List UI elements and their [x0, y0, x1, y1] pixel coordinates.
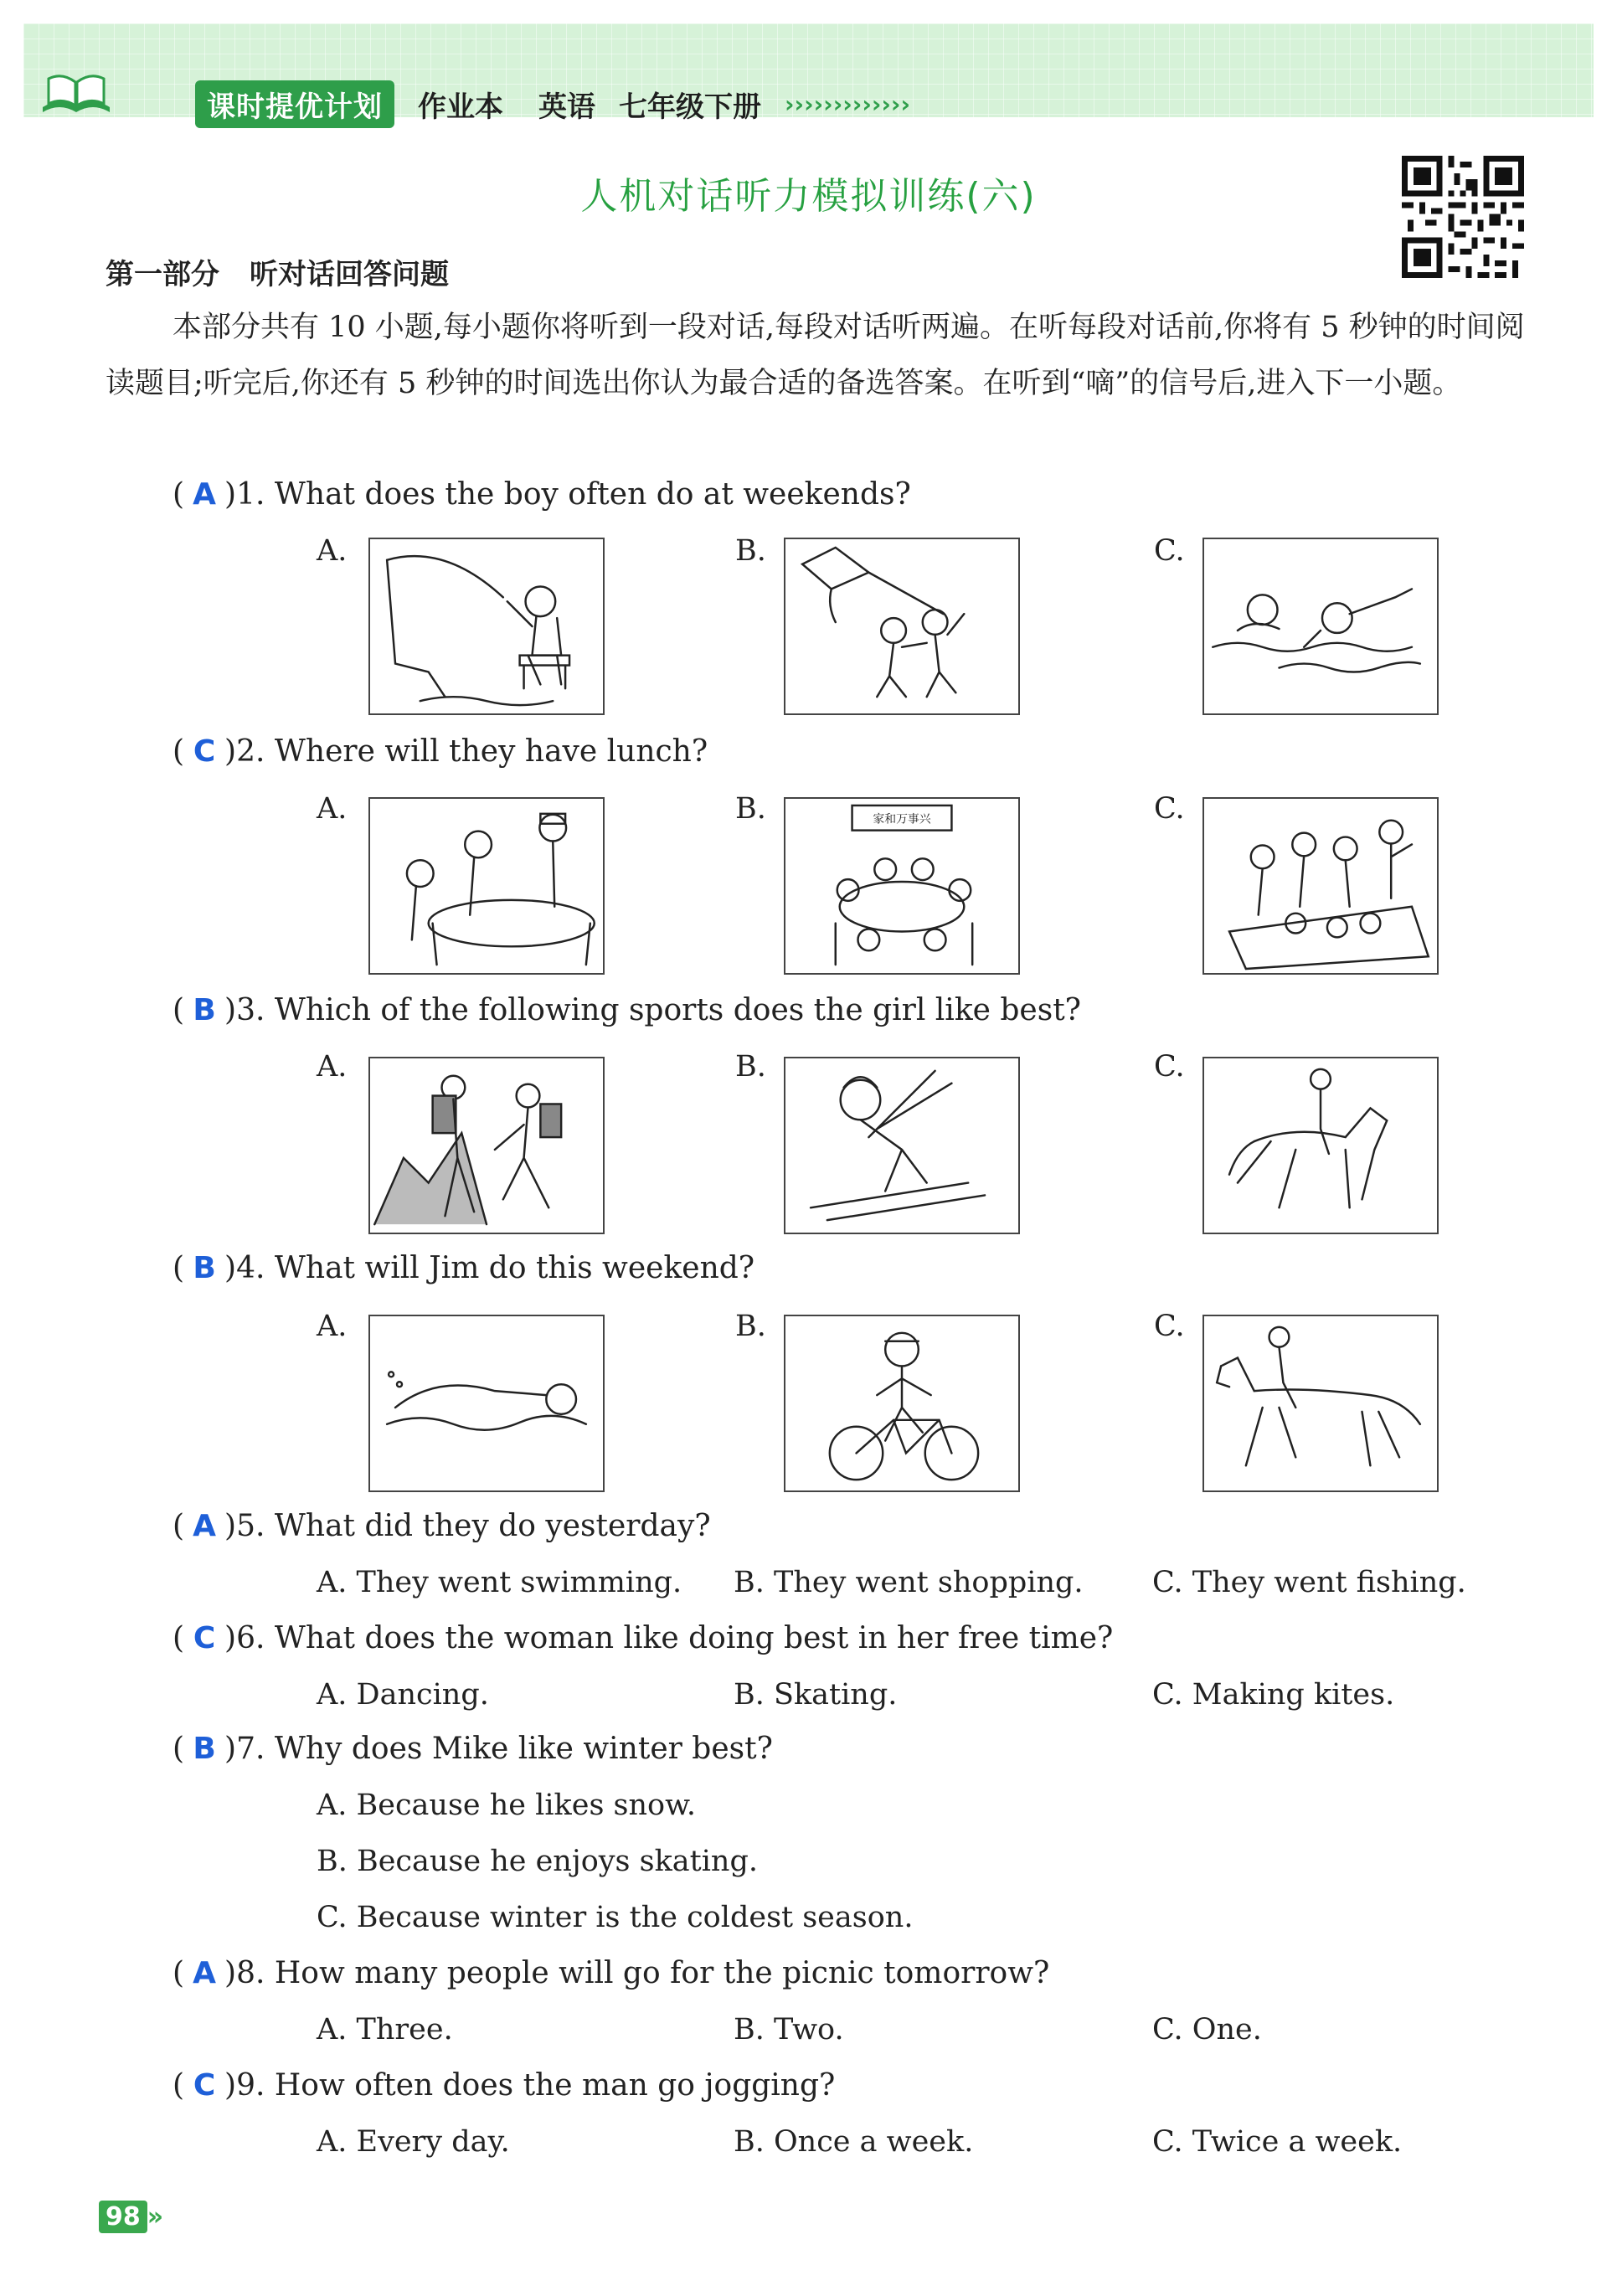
swimming-picture[interactable]: [368, 1315, 605, 1492]
option-b[interactable]: B. Because he enjoys skating.: [317, 1845, 758, 1878]
option-label: A.: [317, 1050, 348, 1084]
option-label: C.: [1154, 1310, 1185, 1343]
answer-mark: C: [193, 1621, 216, 1655]
option-label: B.: [735, 534, 766, 568]
brand-label: 课时提优计划: [195, 80, 394, 128]
option-label: A.: [317, 1310, 348, 1343]
option-b[interactable]: B. Two.: [734, 2013, 844, 2046]
question-8: ( A )8. How many people will go for the picnic tomorrow?: [173, 1956, 1050, 1990]
option-c[interactable]: C. Because winter is the coldest season.: [317, 1901, 914, 1934]
question-text: What will Jim do this weekend?: [274, 1251, 755, 1285]
option-a[interactable]: A. They went swimming.: [317, 1566, 682, 1599]
option-c[interactable]: C. One.: [1152, 2013, 1262, 2046]
question-text: Why does Mike like winter best?: [274, 1732, 773, 1766]
option-label: B.: [735, 792, 766, 826]
qr-code-icon[interactable]: [1402, 156, 1524, 278]
answer-mark: A: [193, 477, 216, 512]
instructions-paragraph: 本部分共有 10 小题,每小题你将听到一段对话,每段对话听两遍。在听每段对话前,你将有 5 秒钟的时间阅读题目;听完后,你还有 5 秒钟的时间选出你认为最合适的备选答案。在听到“嘀”的信号后,进入下一小题。: [106, 311, 1525, 400]
section-heading: [106, 251, 449, 292]
page-arrow-icon: »: [147, 2202, 164, 2232]
book-icon: [39, 67, 114, 117]
svg-text:家和万事兴: 家和万事兴: [873, 812, 931, 826]
option-label: B.: [735, 1310, 766, 1343]
question-text: Which of the following sports does the girl like best?: [274, 993, 1081, 1027]
header-row: [195, 79, 910, 129]
answer-mark: B: [193, 993, 216, 1027]
page-title: 人机对话听力模拟训练(六): [580, 175, 1037, 218]
page-number: [99, 2201, 163, 2233]
answer-mark: B: [193, 1251, 216, 1285]
section-part: 第一部分: [106, 258, 219, 291]
swimming-picture[interactable]: [1202, 538, 1439, 715]
answer-mark: A: [193, 1956, 216, 1990]
option-a[interactable]: A. Dancing.: [317, 1678, 489, 1712]
question-text: How often does the man go jogging?: [274, 2068, 836, 2103]
grade-label: 七年级下册: [619, 90, 761, 124]
question-text: How many people will go for the picnic tomorrow?: [274, 1956, 1050, 1990]
question-text: What does the woman like doing best in her free time?: [274, 1621, 1114, 1655]
kite-flying-picture[interactable]: [784, 538, 1020, 715]
question-7: ( B )7. Why does Mike like winter best?: [173, 1732, 773, 1766]
answer-mark: C: [193, 2068, 216, 2103]
question-text: What does the boy often do at weekends?: [274, 477, 911, 512]
answer-mark: C: [193, 734, 216, 769]
book-type: 作业本: [418, 90, 503, 124]
option-c[interactable]: C. Twice a week.: [1152, 2125, 1403, 2159]
fishing-picture[interactable]: [368, 538, 605, 715]
question-2: ( C )2. Where will they have lunch?: [173, 734, 708, 769]
answer-mark: A: [193, 1509, 216, 1543]
question-5: ( A )5. What did they do yesterday?: [173, 1509, 711, 1543]
page-number-label: 98: [99, 2201, 147, 2233]
question-9: ( C )9. How often does the man go jogging?: [173, 2068, 836, 2103]
family-dinner-picture[interactable]: [784, 797, 1020, 975]
picnic-picture[interactable]: [1202, 797, 1439, 975]
question-3: ( B )3. Which of the following sports does the girl like best?: [173, 993, 1081, 1027]
hiking-picture[interactable]: [368, 1057, 605, 1234]
option-label: C.: [1154, 792, 1185, 826]
option-c[interactable]: C. They went fishing.: [1152, 1566, 1466, 1599]
answer-mark: B: [193, 1732, 216, 1766]
option-a[interactable]: A. Three.: [317, 2013, 453, 2046]
question-1: ( A )1. What does the boy often do at weekends?: [173, 477, 911, 512]
option-a[interactable]: A. Because he likes snow.: [317, 1789, 697, 1822]
question-text: What did they do yesterday?: [274, 1509, 711, 1543]
option-label: B.: [735, 1050, 766, 1084]
option-label: A.: [317, 792, 348, 826]
question-6: ( C )6. What does the woman like doing best in her free time?: [173, 1621, 1114, 1655]
section-name: 听对话回答问题: [250, 258, 449, 291]
option-b[interactable]: B. Once a week.: [734, 2125, 974, 2159]
subject-label: 英语: [538, 90, 595, 124]
option-a[interactable]: A. Every day.: [317, 2125, 510, 2159]
skiing-picture[interactable]: [784, 1057, 1020, 1234]
option-label: C.: [1154, 534, 1185, 568]
horse-riding-picture[interactable]: [1202, 1057, 1439, 1234]
option-b[interactable]: B. They went shopping.: [734, 1566, 1084, 1599]
chevron-decoration: ›››››››››››››: [785, 90, 911, 118]
option-label: C.: [1154, 1050, 1185, 1084]
option-label: A.: [317, 534, 348, 568]
restaurant-picture[interactable]: [368, 797, 605, 975]
option-b[interactable]: B. Skating.: [734, 1678, 898, 1712]
question-text: Where will they have lunch?: [274, 734, 708, 769]
option-c[interactable]: C. Making kites.: [1152, 1678, 1395, 1712]
horse-riding-picture[interactable]: [1202, 1315, 1439, 1492]
question-4: ( B )4. What will Jim do this weekend?: [173, 1251, 755, 1285]
cycling-picture[interactable]: [784, 1315, 1020, 1492]
header-band: [23, 23, 1594, 124]
